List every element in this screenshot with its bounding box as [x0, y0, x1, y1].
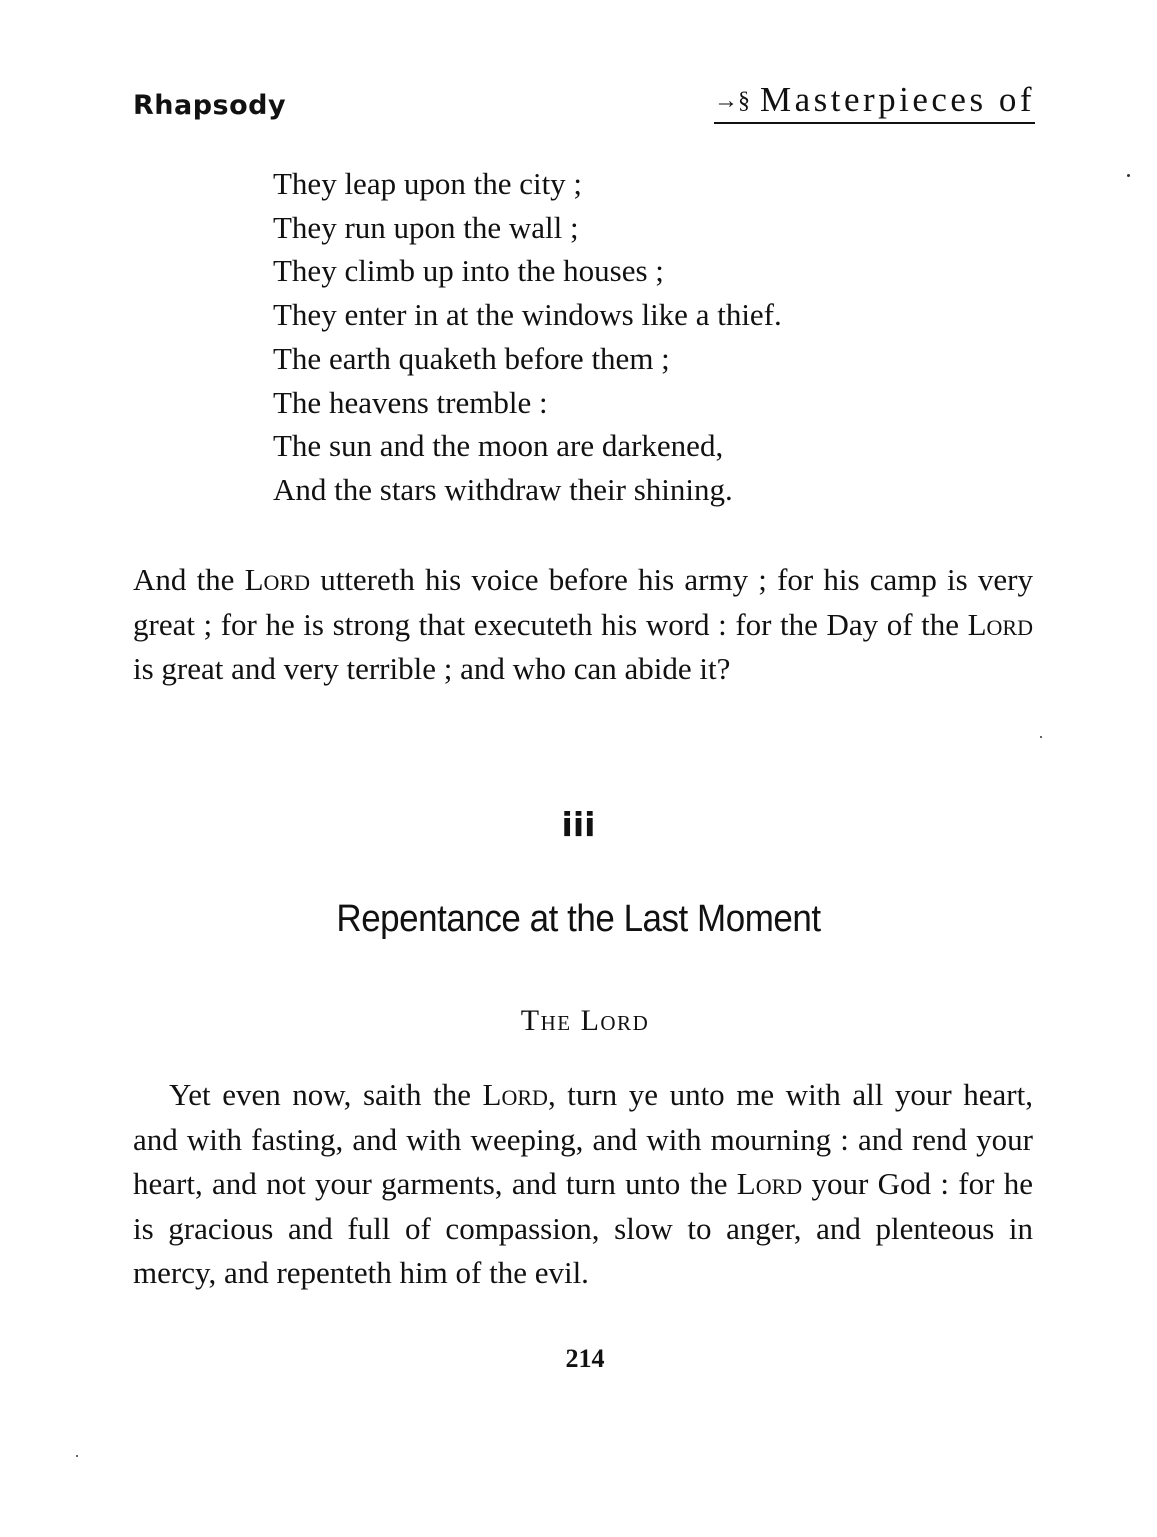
running-head-left: Rhapsody — [133, 90, 287, 121]
verse-block — [273, 162, 782, 512]
speaker-heading: The Lord — [520, 1004, 650, 1037]
paragraph-lord-army — [133, 558, 1033, 692]
verse-line: The earth quaketh before them ; — [273, 340, 670, 376]
small-caps-lord: Lord — [482, 1077, 548, 1112]
paragraph-text: And the — [133, 562, 245, 597]
verse-line: The heavens tremble : — [273, 384, 548, 420]
paragraph-text: uttereth his voice before his army ; for his camp is very great ; for he is strong that executeth his word : for the Day of the — [133, 562, 1033, 642]
verse-line: They run upon the wall ; — [273, 209, 579, 245]
verse-line: They climb up into the houses ; — [273, 253, 664, 289]
paper-speck — [1127, 174, 1130, 177]
verse-line: And the stars withdraw their shining. — [273, 471, 733, 507]
paragraph-text: your God : for he is gracious and full of compassion, slow to anger, and plenteous in mercy, and repenteth him of the evil. — [133, 1166, 1033, 1290]
small-caps-lord: Lord — [244, 562, 311, 597]
section-number: iii — [561, 805, 596, 844]
small-caps-lord: Lord — [736, 1166, 803, 1201]
paragraph-text: , turn ye unto me with all your heart, and with fasting, and with weeping, and with mourning : and rend your heart, and not your garments, and turn unto the — [133, 1077, 1033, 1201]
running-head-right — [714, 80, 1035, 124]
paragraph-repentance — [133, 1073, 1033, 1296]
verse-line: They leap upon the city ; — [273, 166, 583, 201]
verse-line: The sun and the moon are darkened, — [273, 428, 724, 464]
paper-speck — [1040, 736, 1042, 738]
small-caps-lord: Lord — [967, 606, 1033, 642]
paper-speck — [76, 1455, 78, 1457]
verse-line: They enter in at the windows like a thief. — [273, 297, 782, 333]
page-number: 214 — [565, 1344, 605, 1373]
arrow-ornament-icon: →§ — [713, 88, 750, 114]
paragraph-text: is great and very terrible ; and who can abide it? — [133, 651, 731, 686]
running-head-title: Masterpieces of — [759, 80, 1035, 119]
paragraph-text: Yet even now, saith the — [169, 1077, 483, 1112]
section-title: Repentance at the Last Moment — [336, 898, 821, 940]
